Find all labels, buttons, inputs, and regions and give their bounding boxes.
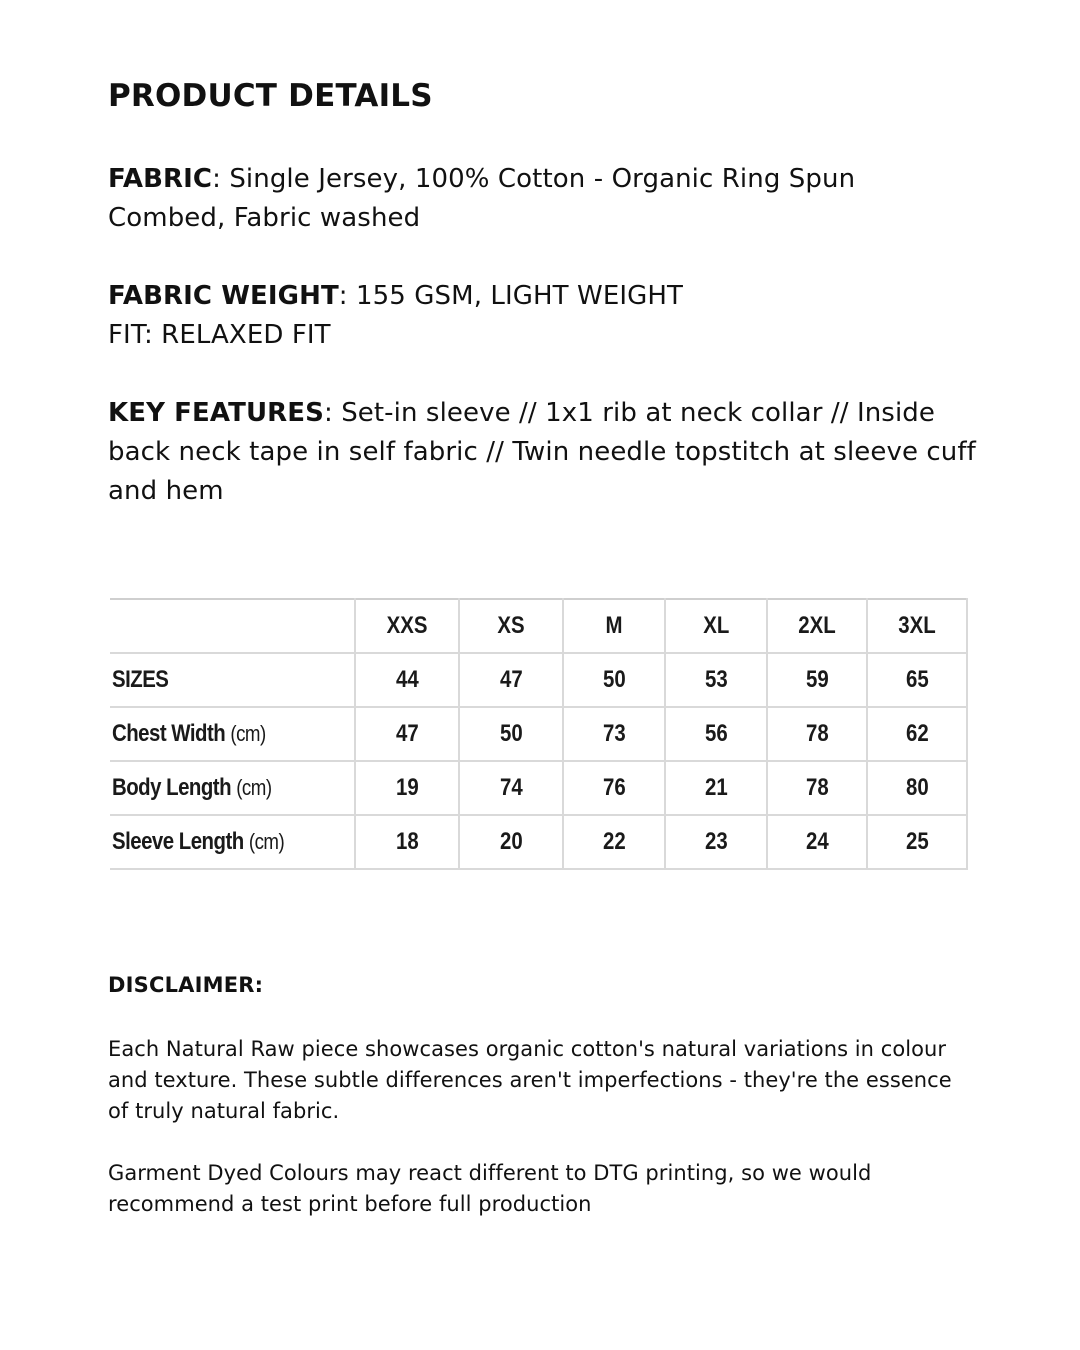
- key-features-spec: [108, 394, 978, 511]
- table-row: [110, 815, 967, 869]
- table-cell: 21: [665, 761, 767, 815]
- size-header-cell: XXS: [355, 599, 459, 653]
- table-cell: 78: [767, 761, 867, 815]
- size-header-cell: XS: [459, 599, 563, 653]
- table-row: [110, 761, 967, 815]
- table-cell: 73: [563, 707, 665, 761]
- fabric-value: : Single Jersey, 100% Cotton - Organic Ring Spun Combed, Fabric washed: [108, 164, 856, 233]
- table-row: [110, 707, 967, 761]
- size-header-cell: M: [563, 599, 665, 653]
- table-cell: 62: [867, 707, 967, 761]
- fabric-weight-value: : 155 GSM, LIGHT WEIGHT: [338, 281, 684, 311]
- table-cell: 50: [459, 707, 563, 761]
- size-chart-table: [110, 598, 968, 870]
- unit-label: (cm): [230, 721, 266, 746]
- fabric-weight-spec: [108, 277, 978, 316]
- page-title: PRODUCT DETAILS: [108, 78, 433, 114]
- row-label-sleeve-length: Sleeve Length (cm): [110, 815, 355, 869]
- fit-spec: FIT: RELAXED FIT: [108, 320, 331, 350]
- table-cell: 80: [867, 761, 967, 815]
- fabric-weight-label: FABRIC WEIGHT: [108, 281, 339, 311]
- unit-label: (cm): [248, 829, 285, 854]
- table-cell: 59: [767, 653, 867, 707]
- table-cell: 24: [767, 815, 867, 869]
- row-label-chest-width: Chest Width (cm): [110, 707, 355, 761]
- row-label-sizes: SIZES: [110, 653, 355, 707]
- size-header-cell: 2XL: [767, 599, 867, 653]
- table-cell: 74: [459, 761, 563, 815]
- table-cell: 76: [563, 761, 665, 815]
- table-cell: 23: [665, 815, 767, 869]
- disclaimer-paragraph: Garment Dyed Colours may react different to DTG printing, so we would recommend a test print before full production: [108, 1161, 872, 1216]
- table-header-row: [110, 599, 967, 653]
- size-header-cell: XL: [665, 599, 767, 653]
- fabric-label: FABRIC: [108, 164, 213, 194]
- fabric-spec: [108, 160, 978, 238]
- table-cell: 19: [355, 761, 459, 815]
- row-label-body-length: Body Length (cm): [110, 761, 355, 815]
- table-corner-cell: [110, 599, 355, 653]
- table-cell: 18: [355, 815, 459, 869]
- table-cell: 25: [867, 815, 967, 869]
- table-cell: 47: [459, 653, 563, 707]
- size-header-cell: 3XL: [867, 599, 967, 653]
- table-cell: 47: [355, 707, 459, 761]
- table-cell: 20: [459, 815, 563, 869]
- table-cell: 44: [355, 653, 459, 707]
- table-cell: 65: [867, 653, 967, 707]
- disclaimer-paragraph: Each Natural Raw piece showcases organic cotton's natural variations in colour and texture. These subtle differences aren't imperfections - they're the essence of truly natural fabric.: [108, 1037, 952, 1123]
- unit-label: (cm): [236, 775, 272, 800]
- table-cell: 22: [563, 815, 665, 869]
- key-features-value: : Set-in sleeve // 1x1 rib at neck collar // Inside back neck tape in self fabric // Twin needle topstitch at sleeve cuff and hem: [108, 398, 976, 506]
- key-features-label: KEY FEATURES: [108, 398, 324, 428]
- table-cell: 50: [563, 653, 665, 707]
- table-cell: 78: [767, 707, 867, 761]
- table-cell: 53: [665, 653, 767, 707]
- table-row: [110, 653, 967, 707]
- table-cell: 56: [665, 707, 767, 761]
- disclaimer-title: DISCLAIMER:: [108, 973, 264, 997]
